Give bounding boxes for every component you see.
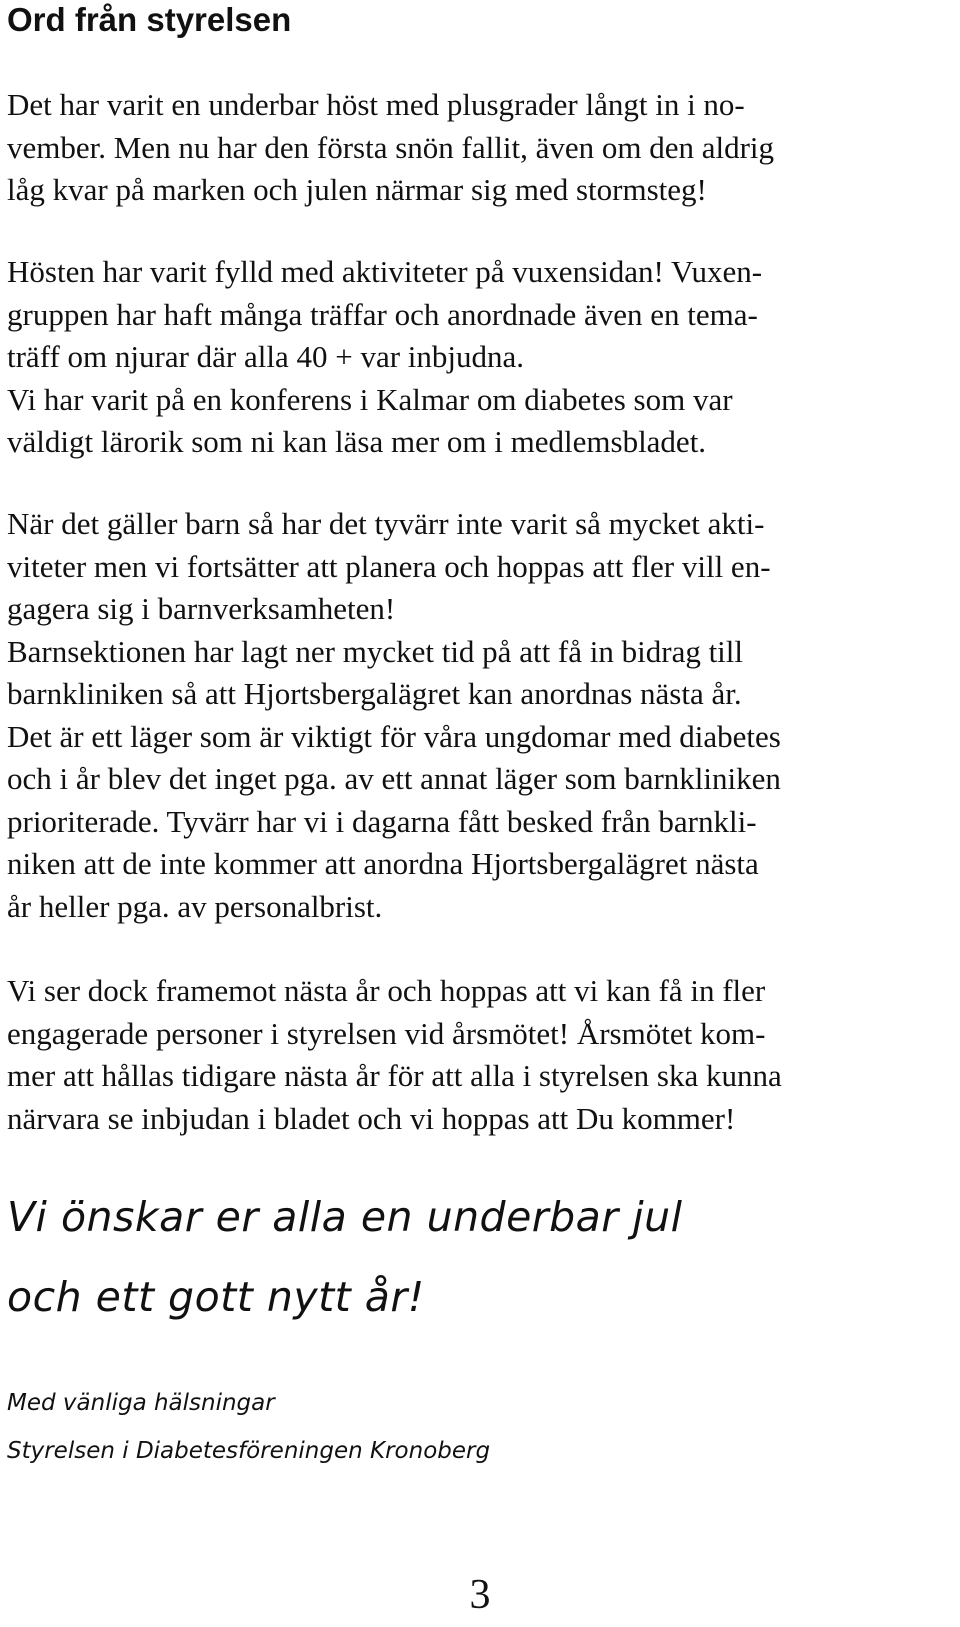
text-line: Vi har varit på en konferens i Kalmar om diabetes som var xyxy=(7,381,733,417)
text-line: Det har varit en underbar höst med plusgrader långt in i no- xyxy=(7,87,745,122)
text-line: Vi ser dock framemot nästa år och hoppas att vi kan få in fler xyxy=(7,973,766,1008)
text-line: Det är ett läger som är viktigt för våra ungdomar med diabetes xyxy=(7,718,781,754)
text-line: närvara se inbjudan i bladet och vi hoppas att Du kommer! xyxy=(7,1100,736,1136)
text-line: Barnsektionen har lagt ner mycket tid på att få in bidrag till xyxy=(7,633,744,669)
greeting-line: Vi önskar er alla en underbar jul xyxy=(7,1193,683,1241)
paragraph-children xyxy=(7,503,781,928)
text-line: år heller pga. av personalbrist. xyxy=(7,888,383,924)
text-line: engagerade personer i styrelsen vid årsmötet! Årsmötet kom- xyxy=(7,1015,766,1051)
text-line: vember. Men nu har den första snön fallit, även om den aldrig xyxy=(7,129,775,165)
holiday-greeting xyxy=(7,1177,682,1337)
text-line: träff om njurar där alla 40 + var inbjudna. xyxy=(7,339,525,374)
greeting-line: och ett gott nytt år! xyxy=(7,1273,425,1321)
text-line: gruppen har haft många träffar och anordnade även en tema- xyxy=(7,296,758,332)
text-line: väldigt lärorik som ni kan läsa mer om i medlemsbladet. xyxy=(7,424,707,459)
paragraph-annual-meeting xyxy=(7,970,782,1140)
text-line: prioriterade. Tyvärr har vi i dagarna fått besked från barnkli- xyxy=(7,803,757,839)
text-line: niken att de inte kommer att anordna Hjortsbergalägret nästa xyxy=(7,846,759,881)
text-line: barnkliniken så att Hjortsbergalägret kan anordnas nästa år. xyxy=(7,676,742,711)
text-line: När det gäller barn så har det tyvärr inte varit så mycket akti- xyxy=(7,506,765,541)
signature-block xyxy=(7,1379,490,1475)
signoff-greeting: Med vänliga hälsningar xyxy=(7,1390,275,1416)
text-line: Hösten har varit fylld med aktiviteter på vuxensidan! Vuxen- xyxy=(7,254,763,289)
text-line: mer att hållas tidigare nästa år för att alla i styrelsen ska kunna xyxy=(7,1058,782,1093)
page-title: Ord från styrelsen xyxy=(7,1,292,38)
text-line: låg kvar på marken och julen närmar sig med stormsteg! xyxy=(7,172,707,207)
paragraph-adults xyxy=(7,251,762,464)
text-line: viteter men vi fortsätter att planera och hoppas att fler vill en- xyxy=(7,548,771,584)
paragraph-intro xyxy=(7,84,774,212)
text-line: och i år blev det inget pga. av ett annat läger som barnkliniken xyxy=(7,761,781,796)
text-line: gagera sig i barnverksamheten! xyxy=(7,591,396,626)
page-number: 3 xyxy=(469,1572,491,1618)
signoff-organization: Styrelsen i Diabetesföreningen Kronoberg xyxy=(7,1438,491,1464)
